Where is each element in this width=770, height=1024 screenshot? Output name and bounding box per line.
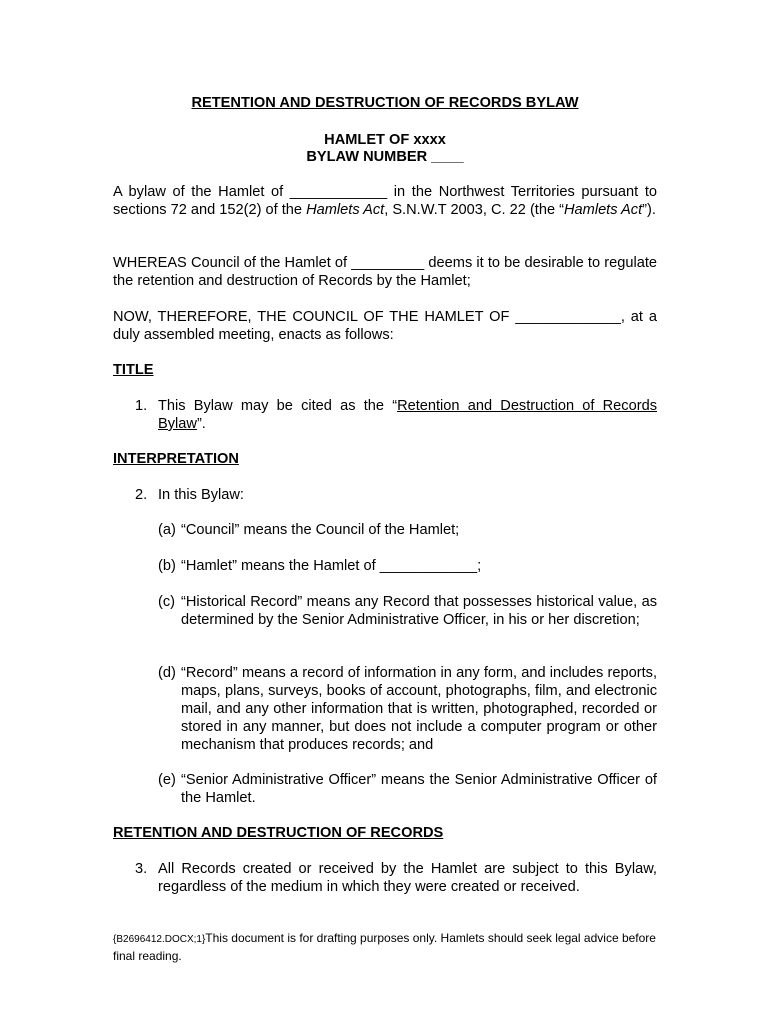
definition-text: “Record” means a record of information in any form, and includes reports, maps, plans, surveys, books of account, photographs, film, and electronic mail, and any other information that is written, photographed, recorded or stored in any manner, but does not include a computer program or other mechanism that produces records; and <box>181 665 657 753</box>
item-text: In this Bylaw: <box>158 487 244 503</box>
enactment-paragraph: NOW, THEREFORE, THE COUNCIL OF THE HAMLET OF _____________, at a duly assembled meeting, enacts as follows: <box>113 309 657 343</box>
bylaw-item-2 <box>135 486 657 504</box>
definition-c <box>158 593 657 629</box>
document-code: {B2696412.DOCX;1} <box>113 934 206 945</box>
definition-text: “Senior Administrative Officer” means the Senior Administrative Officer of the Hamlet. <box>181 772 657 806</box>
act-name: Hamlets Act <box>306 202 385 218</box>
item-text: This Bylaw may be cited as the “Retention and Destruction of Records Bylaw”. <box>158 398 657 432</box>
definition-text: “Council” means the Council of the Hamlet; <box>181 522 460 538</box>
definition-d <box>158 664 657 754</box>
bylaw-citation: Retention and Destruction of Records Bylaw <box>158 398 657 432</box>
intro-text-1: A bylaw of the Hamlet of ____________ in the Northwest Territories pursuant to sections 72 and 152(2) of the <box>113 184 657 218</box>
intro-text-2: , S.N.W.T 2003, C. 22 (the “ <box>384 202 565 218</box>
intro-paragraph <box>113 183 657 219</box>
definition-text: “Historical Record” means any Record that possesses historical value, as determined by the Senior Administrative Officer, in his or her discretion; <box>181 594 657 628</box>
hamlet-name-line: HAMLET OF xxxx <box>324 132 446 148</box>
heading-interpretation: INTERPRETATION <box>113 451 239 467</box>
whereas-paragraph: WHEREAS Council of the Hamlet of _________ deems it to be desirable to regulate the retention and destruction of Records by the Hamlet; <box>113 255 657 289</box>
heading-retention: RETENTION AND DESTRUCTION OF RECORDS <box>113 825 444 841</box>
bylaw-number-line: BYLAW NUMBER ____ <box>306 149 464 165</box>
intro-text-3: ”). <box>642 202 656 218</box>
definition-label: (b) <box>158 558 176 574</box>
item-text: All Records created or received by the Hamlet are subject to this Bylaw, regardless of the medium in which they were created or received. <box>158 861 657 895</box>
definition-label: (d) <box>158 665 176 681</box>
definition-a <box>158 521 657 539</box>
definition-e <box>158 771 657 807</box>
definition-label: (c) <box>158 594 176 610</box>
definition-label: (a) <box>158 522 176 538</box>
heading-title: TITLE <box>113 362 154 378</box>
document-title: RETENTION AND DESTRUCTION OF RECORDS BYLAW <box>191 95 579 111</box>
bylaw-item-3 <box>135 860 657 896</box>
definition-label: (e) <box>158 772 176 788</box>
definition-text: “Hamlet” means the Hamlet of ____________; <box>181 558 482 574</box>
item-number: 2. <box>135 487 148 503</box>
item-number: 3. <box>135 861 148 877</box>
page-footer <box>113 930 657 964</box>
bylaw-item-1 <box>135 397 657 433</box>
footer-note: This document is for drafting purposes only. Hamlets should seek legal advice before final reading. <box>113 931 656 963</box>
item-number: 1. <box>135 398 148 414</box>
definition-b <box>158 557 657 575</box>
act-short-name: Hamlets Act <box>564 202 643 218</box>
